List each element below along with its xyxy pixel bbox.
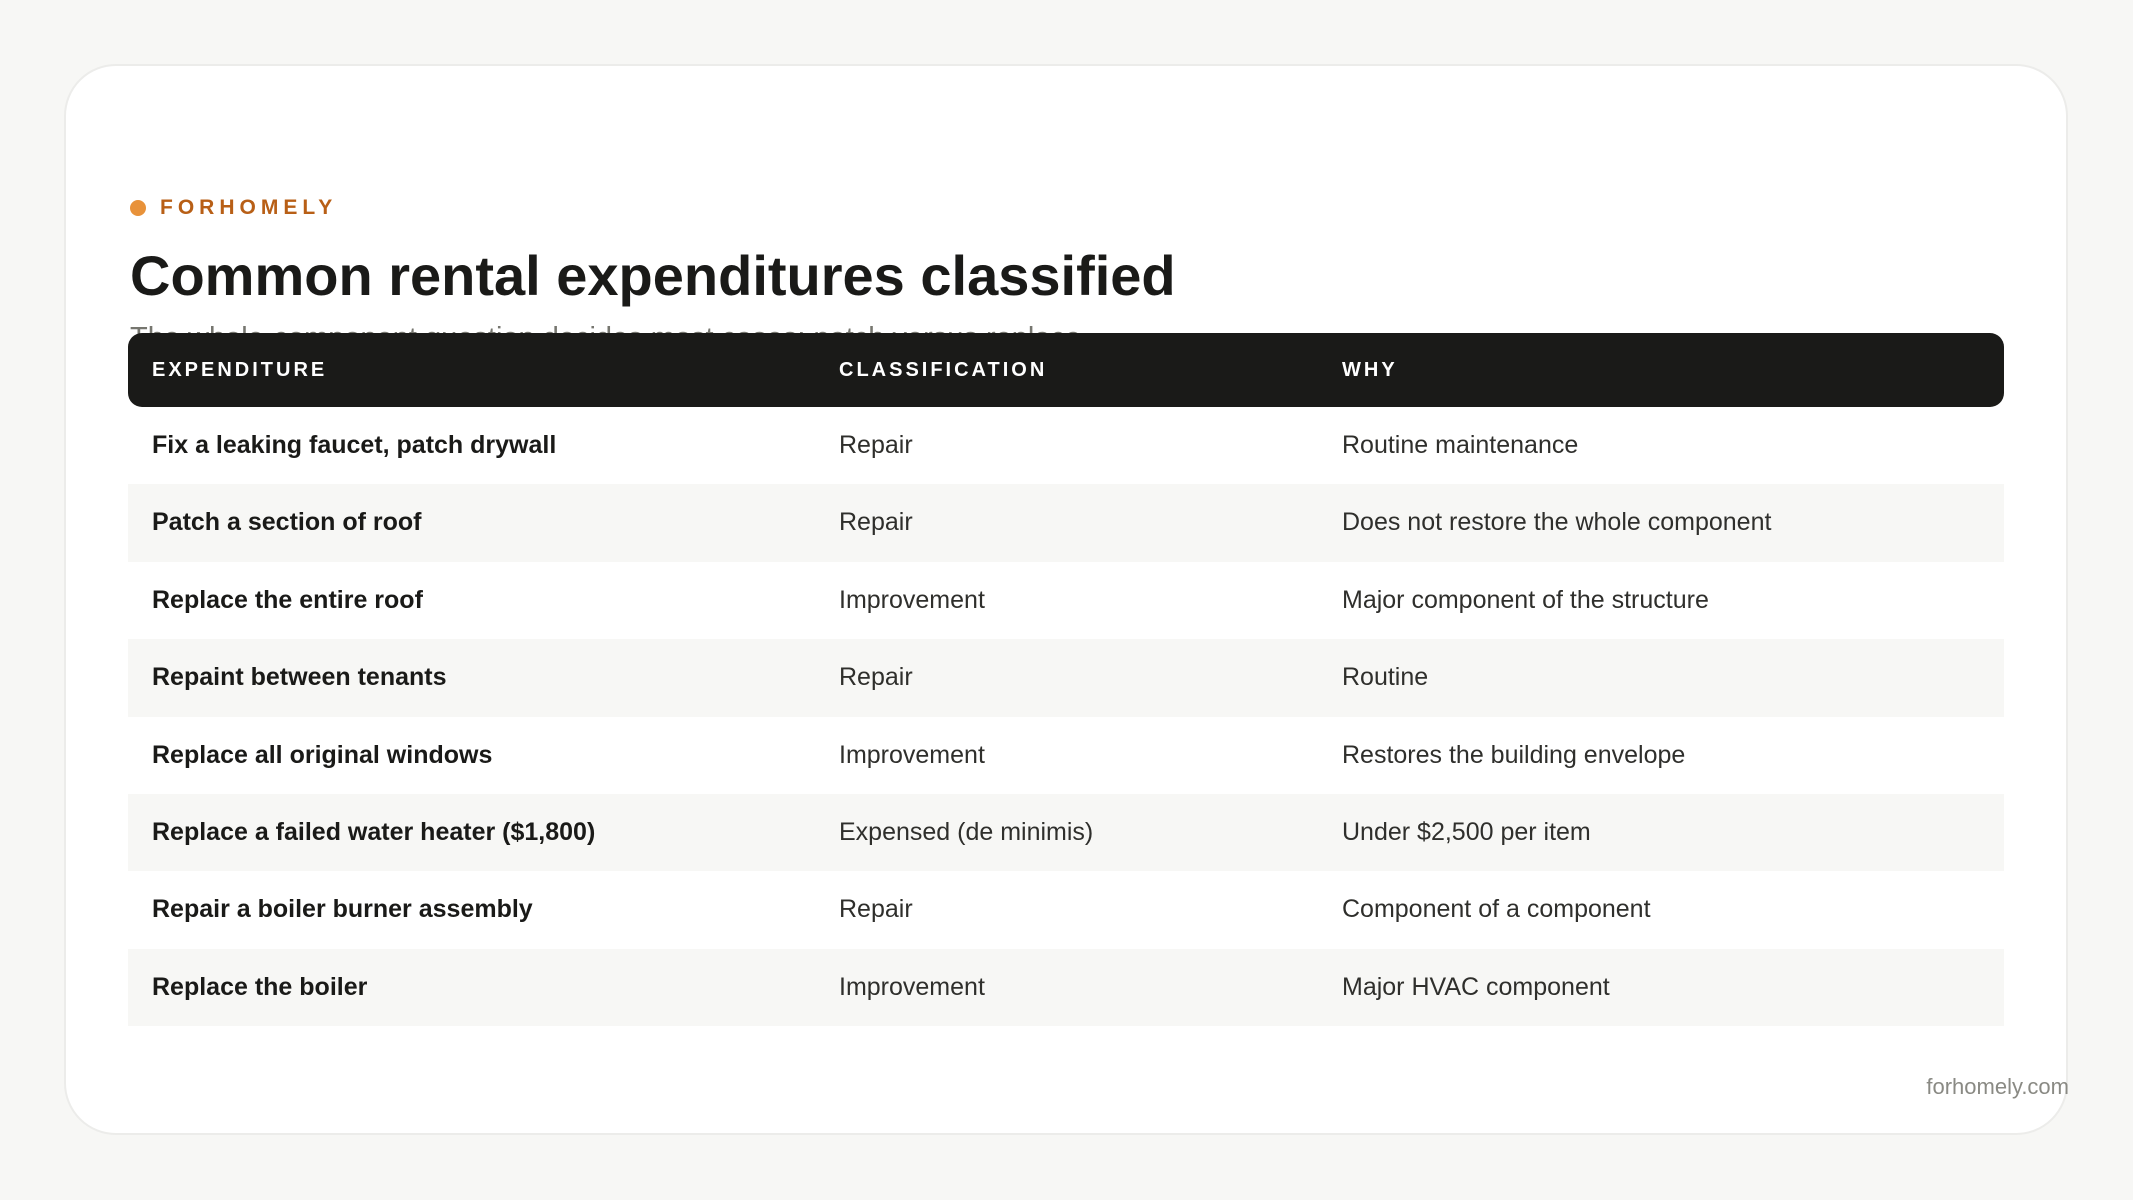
cell-expenditure: Replace the boiler	[152, 972, 368, 1001]
cell-classification: Repair	[839, 431, 913, 459]
table-row	[128, 484, 2004, 561]
cell-expenditure: Repair a boiler burner assembly	[152, 895, 533, 924]
table-row	[128, 562, 2004, 639]
cell-classification: Expensed (de minimis)	[839, 817, 1094, 846]
column-header-classification: CLASSIFICATION	[839, 359, 1048, 381]
table-row	[128, 717, 2004, 794]
cell-why: Routine maintenance	[1342, 431, 1579, 459]
table-row	[128, 407, 2004, 484]
cell-classification: Repair	[839, 895, 913, 924]
brand-name: FORHOMELY	[160, 196, 338, 219]
column-header-why: WHY	[1342, 359, 1398, 381]
cell-expenditure: Replace all original windows	[152, 740, 493, 769]
cell-why: Major HVAC component	[1342, 972, 1610, 1001]
cell-classification: Improvement	[839, 972, 985, 1001]
table-row	[128, 794, 2004, 871]
cell-why: Does not restore the whole component	[1342, 508, 1772, 537]
cell-classification: Repair	[839, 663, 913, 692]
cell-why: Routine	[1342, 663, 1429, 692]
page-title: Common rental expenditures classified	[130, 244, 1176, 307]
table-row	[128, 949, 2004, 1026]
cell-expenditure: Patch a section of roof	[152, 508, 422, 537]
cell-why: Major component of the structure	[1342, 585, 1709, 614]
column-header-expenditure: EXPENDITURE	[152, 359, 328, 381]
cell-why: Under $2,500 per item	[1342, 817, 1591, 846]
footer-site-url: forhomely.com	[1926, 1074, 2069, 1099]
brand	[130, 196, 337, 220]
cell-expenditure: Replace the entire roof	[152, 585, 423, 614]
brand-dot-icon	[130, 200, 146, 216]
table-row	[128, 871, 2004, 948]
cell-expenditure: Repaint between tenants	[152, 663, 447, 692]
cell-classification: Improvement	[839, 740, 985, 769]
table-body	[128, 407, 2004, 1026]
cell-classification: Improvement	[839, 585, 985, 614]
cell-why: Restores the building envelope	[1342, 740, 1686, 769]
table-header	[128, 333, 2004, 407]
cell-classification: Repair	[839, 508, 913, 537]
cell-expenditure: Fix a leaking faucet, patch drywall	[152, 431, 557, 459]
table-row	[128, 639, 2004, 716]
cell-why: Component of a component	[1342, 895, 1651, 924]
cell-expenditure: Replace a failed water heater ($1,800)	[152, 817, 596, 846]
